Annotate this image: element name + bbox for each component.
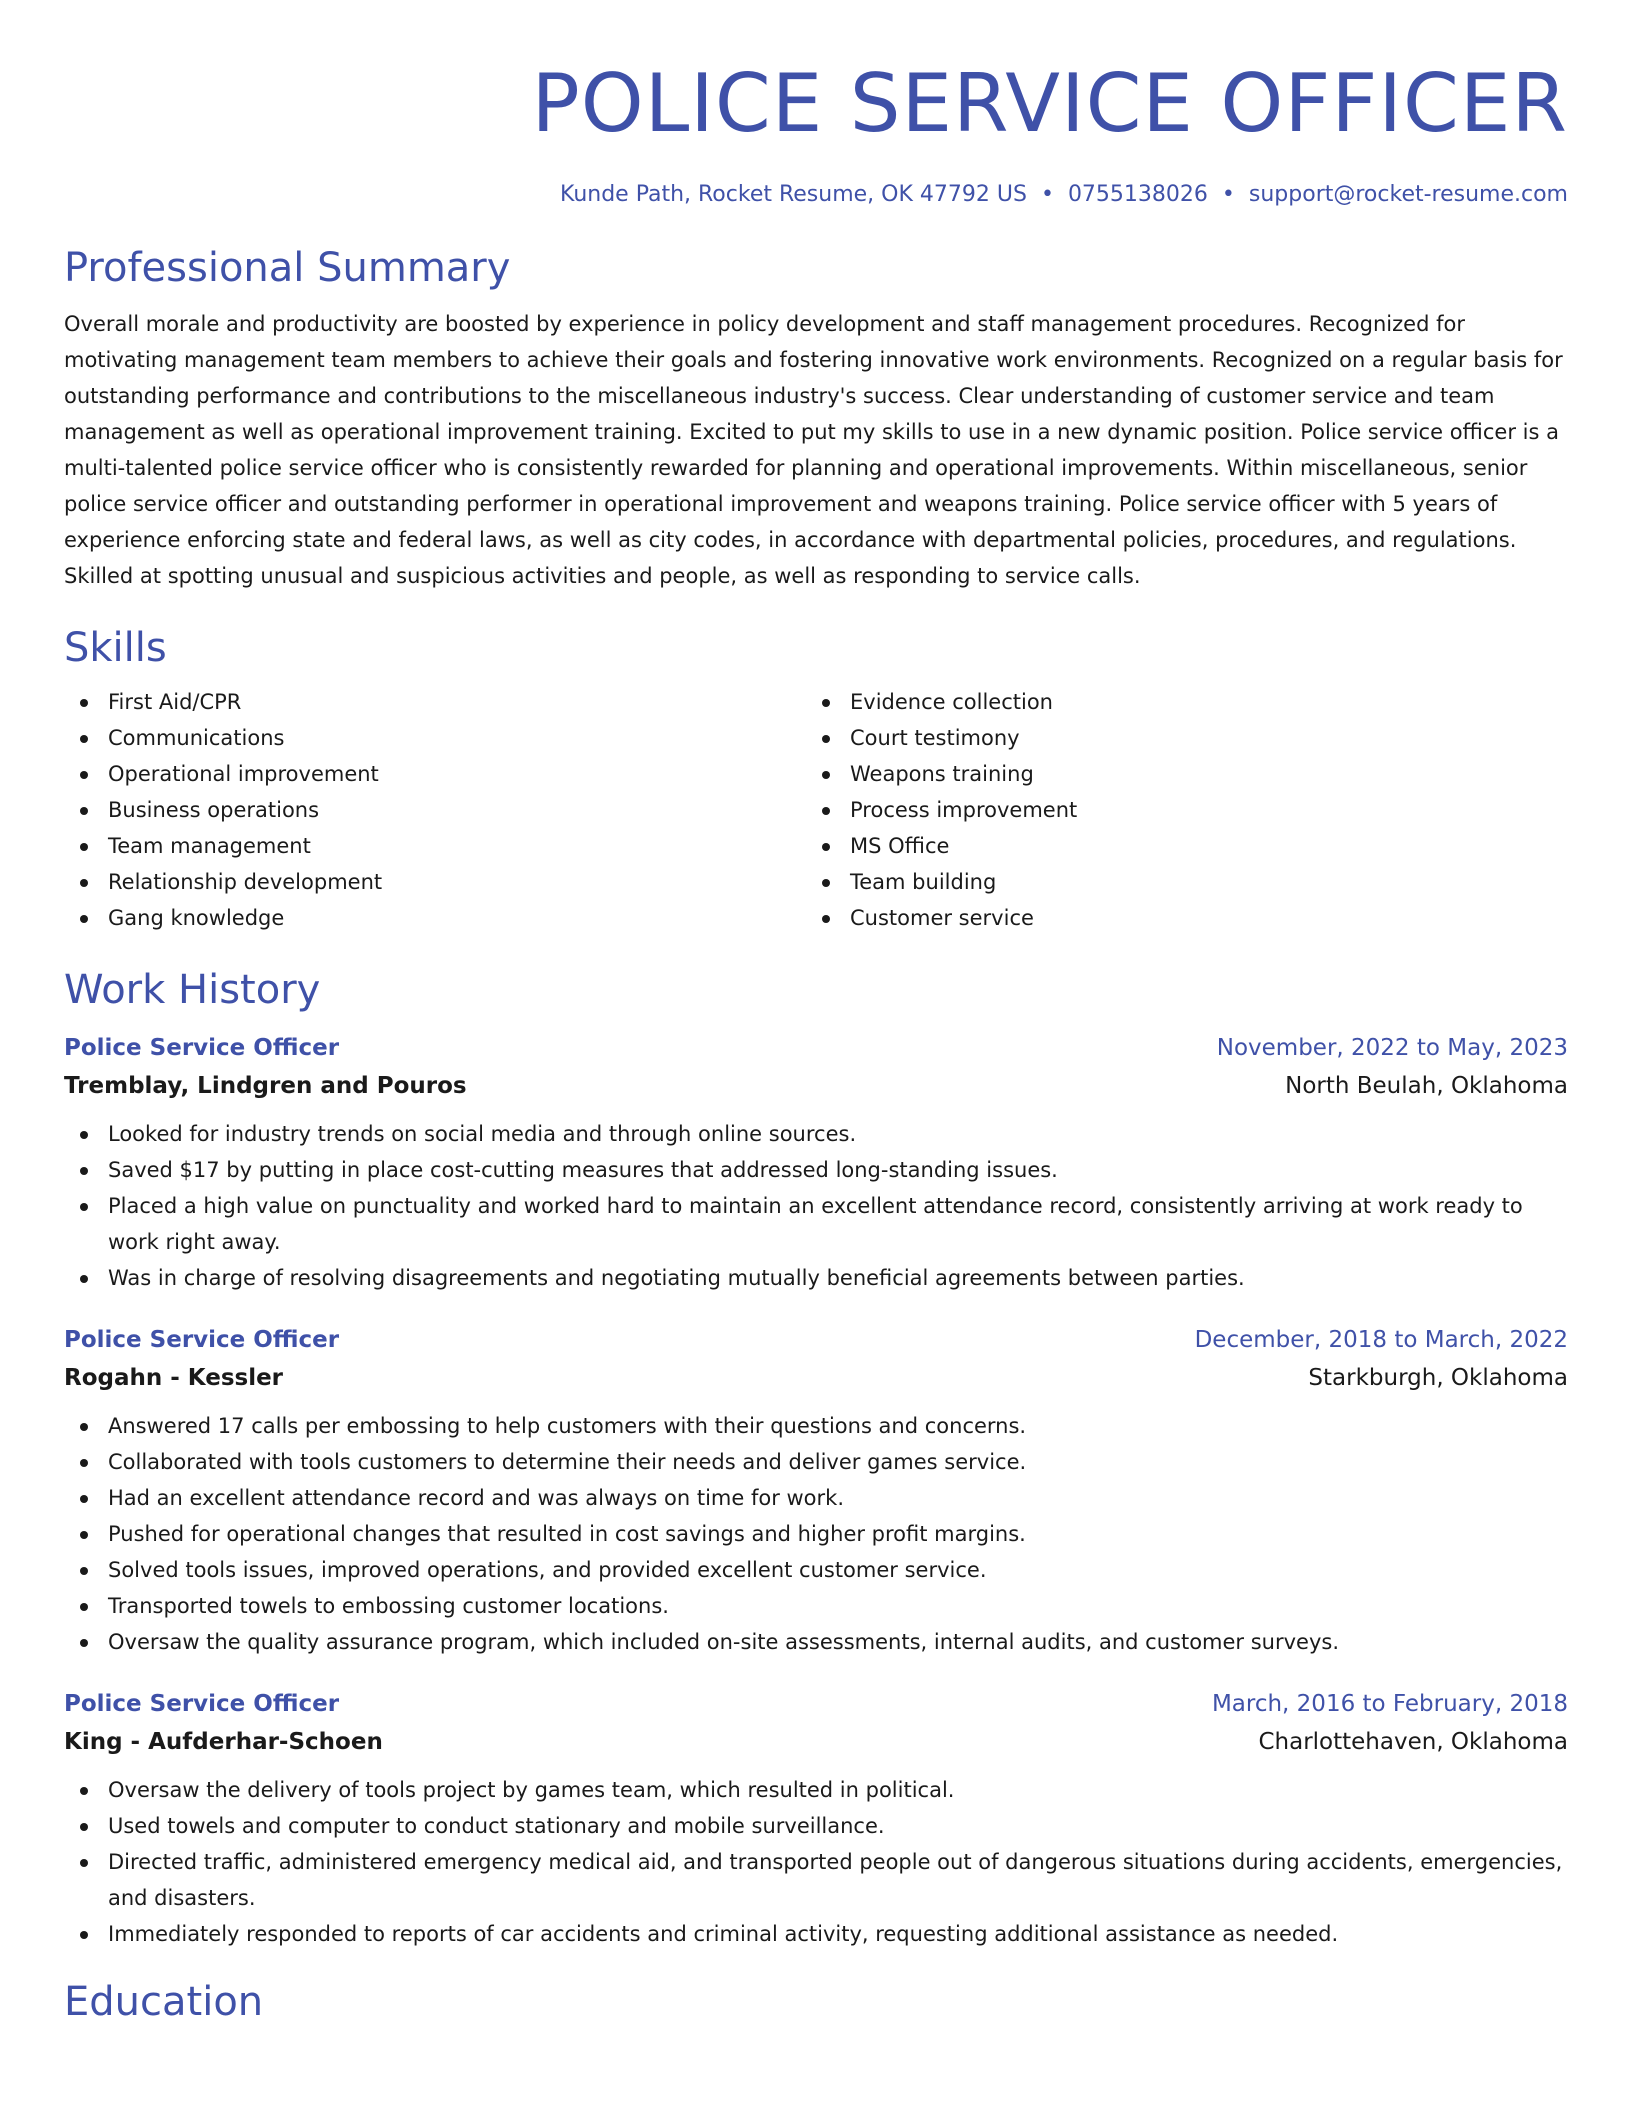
job-entry bbox=[64, 1322, 1568, 1660]
job-bullets bbox=[64, 1772, 1568, 1952]
job-bullet: Saved $17 by putting in place cost-cutting measures that addressed long-standing issues. bbox=[64, 1152, 1568, 1188]
job-title: Police Service Officer bbox=[64, 1327, 340, 1353]
skill-item: Business operations bbox=[64, 792, 806, 828]
job-company-row bbox=[64, 1722, 1568, 1762]
job-bullet: Answered 17 calls per embossing to help customers with their questions and concerns. bbox=[64, 1408, 1568, 1444]
job-company: King - Aufderhar-Schoen bbox=[64, 1729, 383, 1755]
job-bullet: Oversaw the quality assurance program, which included on-site assessments, internal audits, and customer surveys. bbox=[64, 1624, 1568, 1660]
skills-column-left bbox=[64, 684, 806, 936]
job-header-row bbox=[64, 1686, 1568, 1722]
skill-item: Process improvement bbox=[806, 792, 1548, 828]
job-header-row bbox=[64, 1030, 1568, 1066]
job-location: Charlottehaven, Oklahoma bbox=[1258, 1729, 1568, 1755]
skill-item: Team management bbox=[64, 828, 806, 864]
job-company-row bbox=[64, 1066, 1568, 1106]
job-title: Police Service Officer bbox=[64, 1035, 340, 1061]
skill-item: Customer service bbox=[806, 900, 1548, 936]
skill-item: Gang knowledge bbox=[64, 900, 806, 936]
job-header-row bbox=[64, 1322, 1568, 1358]
job-company-row bbox=[64, 1358, 1568, 1398]
resume-name: POLICE SERVICE OFFICER bbox=[531, 57, 1568, 150]
skill-item: Communications bbox=[64, 720, 806, 756]
job-location: Starkburgh, Oklahoma bbox=[1308, 1365, 1568, 1391]
job-title: Police Service Officer bbox=[64, 1691, 340, 1717]
resume-page bbox=[64, 0, 1568, 2028]
job-company: Tremblay, Lindgren and Pouros bbox=[64, 1073, 467, 1099]
summary-heading: Professional Summary bbox=[64, 245, 511, 291]
job-bullet: Pushed for operational changes that resulted in cost savings and higher profit margins. bbox=[64, 1516, 1568, 1552]
job-bullet: Transported towels to embossing customer locations. bbox=[64, 1588, 1568, 1624]
skill-item: First Aid/CPR bbox=[64, 684, 806, 720]
skill-item: Team building bbox=[806, 864, 1548, 900]
skill-item: MS Office bbox=[806, 828, 1548, 864]
skill-item: Operational improvement bbox=[64, 756, 806, 792]
contact-email[interactable]: support@rocket-resume.com bbox=[1248, 182, 1568, 207]
job-entry bbox=[64, 1686, 1568, 1952]
job-bullet: Collaborated with tools customers to determine their needs and deliver games service. bbox=[64, 1444, 1568, 1480]
job-bullet: Was in charge of resolving disagreements and negotiating mutually beneficial agreements between parties. bbox=[64, 1260, 1568, 1296]
job-bullet: Placed a high value on punctuality and worked hard to maintain an excellent attendance record, consistently arriving at work ready to work right away. bbox=[64, 1188, 1568, 1260]
contact-separator: • bbox=[1221, 182, 1235, 207]
skill-item: Relationship development bbox=[64, 864, 806, 900]
skill-item: Court testimony bbox=[806, 720, 1548, 756]
job-bullet: Directed traffic, administered emergency medical aid, and transported people out of dangerous situations during accidents, emergencies, and disasters. bbox=[64, 1844, 1568, 1916]
education-heading: Education bbox=[64, 1979, 264, 2025]
job-location: North Beulah, Oklahoma bbox=[1285, 1073, 1568, 1099]
skills-list bbox=[64, 684, 1568, 936]
skill-item: Evidence collection bbox=[806, 684, 1548, 720]
job-company: Rogahn - Kessler bbox=[64, 1365, 284, 1391]
skills-heading: Skills bbox=[64, 625, 167, 671]
job-bullet: Had an excellent attendance record and was always on time for work. bbox=[64, 1480, 1568, 1516]
job-bullet: Solved tools issues, improved operations, and provided excellent customer service. bbox=[64, 1552, 1568, 1588]
job-bullet: Oversaw the delivery of tools project by games team, which resulted in political. bbox=[64, 1772, 1568, 1808]
contact-separator: • bbox=[1040, 182, 1054, 207]
contact-address: Kunde Path, Rocket Resume, OK 47792 US bbox=[559, 182, 1027, 207]
job-dates: November, 2022 to May, 2023 bbox=[1216, 1035, 1568, 1061]
job-dates: March, 2016 to February, 2018 bbox=[1211, 1691, 1568, 1717]
job-bullets bbox=[64, 1116, 1568, 1296]
work-history-heading: Work History bbox=[64, 967, 321, 1013]
contact-phone: 0755138026 bbox=[1067, 182, 1208, 207]
job-bullet: Looked for industry trends on social media and through online sources. bbox=[64, 1116, 1568, 1152]
job-bullet: Used towels and computer to conduct stationary and mobile surveillance. bbox=[64, 1808, 1568, 1844]
summary-text: Overall morale and productivity are boosted by experience in policy development and staff management procedures. Recognized for motivating management team members to achieve their goals and fostering innovative work environments. Recognized on a regular basis for outstanding performance and contributions to the miscellaneous industry's success. Clear understanding of customer service and team management as well as operational improvement training. Excited to put my skills to use in a new dynamic position. Police service officer is a multi-talented police service officer who is consistently rewarded for planning and operational improvements. Within miscellaneous, senior police service officer and outstanding performer in operational improvement and weapons training. Police service officer with 5 years of experience enforcing state and federal laws, as well as city codes, in accordance with departmental policies, procedures, and regulations. Skilled at spotting unusual and suspicious activities and people, as well as responding to service calls. bbox=[64, 312, 1563, 588]
contact-line bbox=[64, 180, 1568, 210]
job-entry bbox=[64, 1030, 1568, 1296]
job-bullet: Immediately responded to reports of car accidents and criminal activity, requesting additional assistance as needed. bbox=[64, 1916, 1568, 1952]
job-dates: December, 2018 to March, 2022 bbox=[1194, 1327, 1568, 1353]
skills-column-right bbox=[806, 684, 1548, 936]
job-bullets bbox=[64, 1408, 1568, 1660]
skill-item: Weapons training bbox=[806, 756, 1548, 792]
